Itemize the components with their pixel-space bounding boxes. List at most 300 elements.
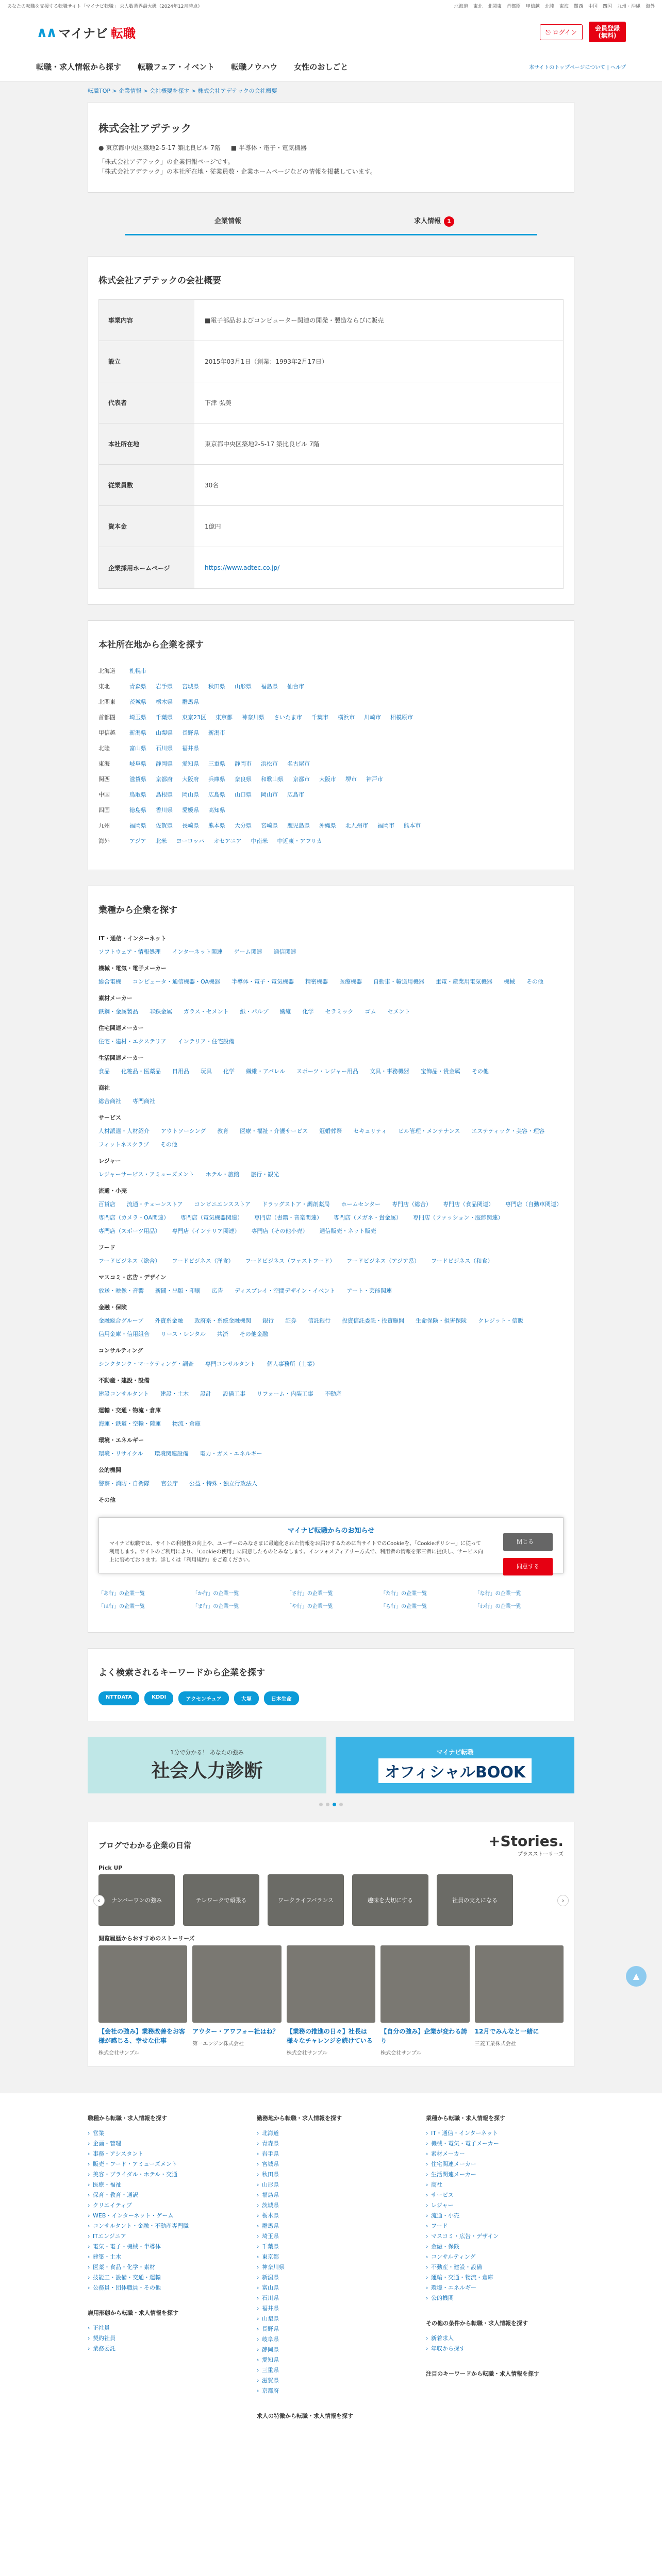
footer-link[interactable]: › 石川県 bbox=[257, 2293, 405, 2303]
industry-sub-link[interactable]: フードビジネス（ファストフード） bbox=[245, 1258, 336, 1265]
prefecture-link[interactable]: 宮城県 bbox=[182, 683, 199, 690]
industry-sub-link[interactable]: リフォーム・内装工事 bbox=[257, 1391, 313, 1398]
kana-link[interactable]: 「わ行」の企業一覧 bbox=[474, 1604, 521, 1610]
footer-link[interactable]: › WEB・インターネット・ゲーム bbox=[88, 2211, 236, 2221]
industry-sub-link[interactable]: その他金融 bbox=[239, 1331, 268, 1338]
keyword-chip[interactable]: 日本生命 bbox=[264, 1691, 299, 1705]
industry-sub-link[interactable]: 重電・産業用電気機器 bbox=[436, 978, 492, 986]
prefecture-link[interactable]: 高知県 bbox=[208, 807, 225, 814]
prefecture-link[interactable]: 奈良県 bbox=[235, 776, 252, 783]
footer-link[interactable]: › 岐阜県 bbox=[257, 2334, 405, 2345]
industry-sub-link[interactable]: アウトソーシング bbox=[161, 1128, 206, 1135]
industry-category[interactable]: 運輸・交通・物流・倉庫 bbox=[98, 1407, 161, 1414]
prefecture-link[interactable]: 岐阜県 bbox=[129, 760, 146, 768]
industry-sub-link[interactable]: 繊維 bbox=[279, 1008, 291, 1015]
prefecture-link[interactable]: 東京都 bbox=[216, 714, 233, 721]
industry-sub-link[interactable]: 化学 bbox=[302, 1008, 314, 1015]
kana-link[interactable]: 「あ行」の企業一覧 bbox=[98, 1591, 145, 1597]
industry-sub-link[interactable]: 通信販売・ネット販売 bbox=[319, 1228, 376, 1235]
industry-category[interactable]: 流通・小売 bbox=[98, 1188, 127, 1195]
prefecture-link[interactable]: 静岡県 bbox=[156, 760, 173, 768]
footer-link[interactable]: › 千葉県 bbox=[257, 2242, 405, 2252]
industry-category[interactable]: その他 bbox=[98, 1497, 115, 1504]
industry-sub-link[interactable]: 食品 bbox=[98, 1068, 110, 1075]
footer-link[interactable]: › 福井県 bbox=[257, 2303, 405, 2314]
footer-link[interactable]: › 岩手県 bbox=[257, 2149, 405, 2159]
footer-link[interactable]: › 新着求人 bbox=[426, 2333, 574, 2344]
prefecture-link[interactable]: 中南米 bbox=[251, 838, 268, 845]
site-logo[interactable] bbox=[36, 23, 136, 41]
industry-sub-link[interactable]: コンピュータ・通信機器・OA機器 bbox=[133, 978, 220, 986]
tab-jobs[interactable]: 求人情報 1 bbox=[331, 208, 537, 234]
industry-sub-link[interactable]: ホームセンター bbox=[341, 1201, 381, 1208]
footer-link[interactable]: › 年収から探す bbox=[426, 2344, 574, 2354]
footer-link[interactable]: › 医療・福祉 bbox=[88, 2180, 236, 2190]
prefecture-link[interactable]: 岡山県 bbox=[182, 791, 199, 799]
industry-category[interactable]: 住宅関連メーカー bbox=[98, 1025, 144, 1032]
industry-category[interactable]: 環境・エネルギー bbox=[98, 1437, 144, 1444]
industry-sub-link[interactable]: 宝飾品・貴金属 bbox=[420, 1068, 460, 1075]
prefecture-link[interactable]: 川崎市 bbox=[364, 714, 381, 721]
footer-link[interactable]: › コンサルティング bbox=[426, 2252, 574, 2262]
banner-diagnosis[interactable]: 1分で分かる！ あなたの強み 社会人力診断 bbox=[88, 1737, 326, 1793]
industry-sub-link[interactable]: 紙・パルプ bbox=[240, 1008, 269, 1015]
industry-sub-link[interactable]: その他 bbox=[471, 1068, 489, 1075]
industry-sub-link[interactable]: 海運・鉄道・空輸・陸運 bbox=[98, 1420, 161, 1428]
industry-category[interactable]: レジャー bbox=[98, 1158, 121, 1165]
industry-sub-link[interactable]: ゲーム関連 bbox=[234, 948, 262, 956]
footer-link[interactable]: › 事務・アシスタント bbox=[88, 2149, 236, 2159]
prefecture-link[interactable]: 青森県 bbox=[129, 683, 146, 690]
industry-sub-link[interactable]: リース・レンタル bbox=[161, 1331, 206, 1338]
footer-link[interactable]: › 滋賀県 bbox=[257, 2376, 405, 2386]
prefecture-link[interactable]: 岡山市 bbox=[261, 791, 278, 799]
prefecture-link[interactable]: 広島市 bbox=[287, 791, 304, 799]
industry-sub-link[interactable]: 教育 bbox=[217, 1128, 229, 1135]
prefecture-link[interactable]: 福島県 bbox=[261, 683, 278, 690]
prefecture-link[interactable]: 仙台市 bbox=[287, 683, 304, 690]
industry-sub-link[interactable]: インテリア・住宅設備 bbox=[177, 1038, 235, 1045]
industry-sub-link[interactable]: フードビジネス（洋食） bbox=[172, 1258, 234, 1265]
footer-link[interactable]: › 企画・管理 bbox=[88, 2139, 236, 2149]
industry-sub-link[interactable]: 専門商社 bbox=[133, 1098, 155, 1105]
story-card[interactable] bbox=[287, 1945, 375, 2056]
industry-sub-link[interactable]: セラミック bbox=[325, 1008, 354, 1015]
footer-link[interactable]: › 電気・電子・機械・半導体 bbox=[88, 2242, 236, 2252]
nav-fair[interactable]: 転職フェア・イベント bbox=[138, 62, 215, 72]
industry-sub-link[interactable]: 電力・ガス・エネルギー bbox=[200, 1450, 262, 1458]
industry-sub-link[interactable]: 専門コンサルタント bbox=[205, 1361, 256, 1368]
footer-link[interactable]: › 不動産・建設・設備 bbox=[426, 2262, 574, 2273]
prefecture-link[interactable]: 北九州市 bbox=[345, 822, 368, 829]
footer-link[interactable]: › 機械・電気・電子メーカー bbox=[426, 2139, 574, 2149]
footer-link[interactable]: › 業務委託 bbox=[88, 2344, 236, 2354]
prefecture-link[interactable]: 新潟市 bbox=[208, 730, 225, 737]
prefecture-link[interactable]: 石川県 bbox=[156, 745, 173, 752]
region-link[interactable]: 九州・沖縄 bbox=[617, 4, 640, 9]
industry-sub-link[interactable]: 設備工事 bbox=[223, 1391, 246, 1398]
industry-sub-link[interactable]: コンビニエンスストア bbox=[194, 1201, 251, 1208]
industry-category[interactable]: IT・通信・インターネット bbox=[98, 935, 167, 942]
industry-sub-link[interactable]: スポーツ・レジャー用品 bbox=[296, 1068, 358, 1075]
industry-sub-link[interactable]: 物流・倉庫 bbox=[172, 1420, 201, 1428]
industry-sub-link[interactable]: 専門店（スポーツ用品） bbox=[98, 1228, 161, 1235]
industry-sub-link[interactable]: 専門店（インテリア関連） bbox=[172, 1228, 240, 1235]
industry-category[interactable]: 商社 bbox=[98, 1084, 110, 1092]
industry-sub-link[interactable]: 専門店（自動車関連） bbox=[505, 1201, 562, 1208]
industry-sub-link[interactable]: 政府系・系統金融機関 bbox=[194, 1317, 252, 1325]
industry-category[interactable]: サービス bbox=[98, 1114, 121, 1122]
industry-sub-link[interactable]: 生命保険・損害保険 bbox=[416, 1317, 467, 1325]
industry-sub-link[interactable]: 共済 bbox=[217, 1331, 228, 1338]
pickup-card[interactable]: 社員の支えになる bbox=[437, 1874, 513, 1926]
footer-link[interactable]: › 公務員・団体職員・その他 bbox=[88, 2283, 236, 2293]
footer-link[interactable]: › 運輸・交通・物流・倉庫 bbox=[426, 2273, 574, 2283]
prefecture-link[interactable]: 静岡市 bbox=[235, 760, 252, 768]
prefecture-link[interactable]: 京都府 bbox=[156, 776, 173, 783]
industry-sub-link[interactable]: 人材派遣・人材紹介 bbox=[98, 1128, 150, 1135]
industry-sub-link[interactable]: その他 bbox=[160, 1141, 178, 1148]
story-card[interactable] bbox=[475, 1945, 564, 2056]
footer-link[interactable]: › フード bbox=[426, 2221, 574, 2231]
industry-category[interactable]: 機械・電気・電子メーカー bbox=[98, 965, 167, 972]
industry-sub-link[interactable]: 百貨店 bbox=[98, 1201, 115, 1208]
industry-sub-link[interactable]: エステティック・美容・理容 bbox=[471, 1128, 545, 1135]
region-link[interactable]: 関西 bbox=[573, 4, 583, 9]
industry-sub-link[interactable]: フードビジネス（総合） bbox=[98, 1258, 161, 1265]
region-link[interactable]: 北陸 bbox=[544, 4, 554, 9]
industry-sub-link[interactable]: 玩具 bbox=[201, 1068, 212, 1075]
carousel-dot[interactable] bbox=[339, 1803, 343, 1806]
prefecture-link[interactable]: 三重県 bbox=[208, 760, 225, 768]
industry-sub-link[interactable]: 半導体・電子・電気機器 bbox=[231, 978, 294, 986]
prefecture-link[interactable]: 広島県 bbox=[208, 791, 225, 799]
prefecture-link[interactable]: 佐賀県 bbox=[156, 822, 173, 829]
footer-link[interactable]: › 山梨県 bbox=[257, 2314, 405, 2324]
industry-sub-link[interactable]: ガラス・セメント bbox=[184, 1008, 229, 1015]
footer-link[interactable]: › 販売・フード・アミューズメント bbox=[88, 2159, 236, 2170]
footer-link[interactable]: › 愛知県 bbox=[257, 2355, 405, 2365]
story-title[interactable]: 【会社の強み】業務改善をお客様が感じる、幸せな仕事 bbox=[98, 2028, 186, 2045]
prefecture-link[interactable]: 香川県 bbox=[156, 807, 173, 814]
footer-link[interactable]: › IT・通信・インターネット bbox=[426, 2128, 574, 2139]
kana-link[interactable]: 「さ行」の企業一覧 bbox=[286, 1591, 333, 1597]
breadcrumb[interactable]: 転職TOP > 企業情報 > 会社概要を探す > 株式会社アデテックの会社概要 bbox=[88, 88, 277, 94]
keyword-chip[interactable]: 大塚 bbox=[234, 1691, 259, 1705]
login-button[interactable]: ⎋ ログイン bbox=[540, 24, 583, 40]
industry-sub-link[interactable]: 外資系金融 bbox=[155, 1317, 184, 1325]
prefecture-link[interactable]: 徳島県 bbox=[129, 807, 146, 814]
footer-link[interactable]: › 流通・小売 bbox=[426, 2211, 574, 2221]
footer-link[interactable]: › 営業 bbox=[88, 2128, 236, 2139]
prefecture-link[interactable]: 滋賀県 bbox=[129, 776, 146, 783]
kana-link[interactable]: 「た行」の企業一覧 bbox=[380, 1591, 427, 1597]
footer-link[interactable]: › 埼玉県 bbox=[257, 2231, 405, 2242]
industry-sub-link[interactable]: レジャーサービス・アミューズメント bbox=[98, 1171, 194, 1178]
prefecture-link[interactable]: さいたま市 bbox=[274, 714, 302, 721]
industry-sub-link[interactable]: 住宅・建材・エクステリア bbox=[98, 1038, 167, 1045]
footer-link[interactable]: › 保育・教育・通訳 bbox=[88, 2190, 236, 2200]
industry-sub-link[interactable]: ホテル・旅館 bbox=[205, 1171, 240, 1178]
region-link[interactable]: 海外 bbox=[645, 4, 655, 9]
industry-sub-link[interactable]: 投資信託委託・投資顧問 bbox=[342, 1317, 405, 1325]
industry-category[interactable]: コンサルティング bbox=[98, 1347, 143, 1354]
prefecture-link[interactable]: 堺市 bbox=[345, 776, 357, 783]
industry-sub-link[interactable]: 専門店（書籍・音楽関連） bbox=[254, 1214, 322, 1222]
homepage-link[interactable]: https://www.adtec.co.jp/ bbox=[205, 564, 280, 572]
footer-link[interactable]: › 正社員 bbox=[88, 2323, 236, 2333]
industry-sub-link[interactable]: 日用品 bbox=[172, 1068, 189, 1075]
industry-sub-link[interactable]: 新聞・出版・印刷 bbox=[155, 1287, 201, 1295]
kana-link[interactable]: 「ら行」の企業一覧 bbox=[380, 1604, 427, 1610]
prefecture-link[interactable]: 長崎県 bbox=[182, 822, 199, 829]
prefecture-link[interactable]: 大阪市 bbox=[319, 776, 336, 783]
industry-category[interactable]: フード bbox=[98, 1244, 115, 1251]
pickup-card[interactable]: テレワークで頑張る bbox=[183, 1874, 259, 1926]
footer-link[interactable]: › 富山県 bbox=[257, 2283, 405, 2293]
footer-link[interactable]: › 金融・保険 bbox=[426, 2242, 574, 2252]
prefecture-link[interactable]: 新潟県 bbox=[129, 730, 146, 737]
kana-link[interactable]: 「な行」の企業一覧 bbox=[474, 1591, 521, 1597]
industry-sub-link[interactable]: 金融総合グループ bbox=[98, 1317, 144, 1325]
prev-arrow-icon[interactable]: ‹ bbox=[93, 1895, 105, 1906]
next-arrow-icon[interactable]: › bbox=[557, 1895, 569, 1906]
carousel-dot[interactable] bbox=[319, 1803, 323, 1806]
footer-link[interactable]: › レジャー bbox=[426, 2200, 574, 2211]
footer-link[interactable]: › 商社 bbox=[426, 2180, 574, 2190]
industry-sub-link[interactable]: 自動車・輸送用機器 bbox=[373, 978, 424, 986]
industry-category[interactable]: 金融・保険 bbox=[98, 1304, 127, 1311]
footer-link[interactable]: › 生活関連メーカー bbox=[426, 2170, 574, 2180]
footer-link[interactable]: › サービス bbox=[426, 2190, 574, 2200]
industry-sub-link[interactable]: フードビジネス（アジア系） bbox=[346, 1258, 420, 1265]
prefecture-link[interactable]: 沖縄県 bbox=[319, 822, 336, 829]
industry-sub-link[interactable]: 専門店（カメラ・OA関連） bbox=[98, 1214, 169, 1222]
nav-jobs[interactable]: 転職・求人情報から探す bbox=[36, 62, 122, 72]
industry-sub-link[interactable]: 旅行・観光 bbox=[251, 1171, 279, 1178]
footer-link[interactable]: › 公的機関 bbox=[426, 2293, 574, 2303]
pickup-card[interactable]: 趣味を大切にする bbox=[352, 1874, 428, 1926]
industry-sub-link[interactable]: 鉄鋼・金属製品 bbox=[98, 1008, 138, 1015]
prefecture-link[interactable]: 福井県 bbox=[182, 745, 199, 752]
prefecture-link[interactable]: 和歌山県 bbox=[261, 776, 284, 783]
industry-sub-link[interactable]: 建設コンサルタント bbox=[98, 1391, 150, 1398]
footer-link[interactable]: › 神奈川県 bbox=[257, 2262, 405, 2273]
kana-link[interactable]: 「か行」の企業一覧 bbox=[192, 1591, 239, 1597]
prefecture-link[interactable]: 熊本県 bbox=[208, 822, 225, 829]
nav-knowhow[interactable]: 転職ノウハウ bbox=[231, 62, 278, 72]
industry-sub-link[interactable]: 官公庁 bbox=[161, 1480, 178, 1487]
prefecture-link[interactable]: 京都市 bbox=[293, 776, 310, 783]
prefecture-link[interactable]: 神戸市 bbox=[366, 776, 383, 783]
footer-link[interactable]: › 環境・エネルギー bbox=[426, 2283, 574, 2293]
industry-sub-link[interactable]: 繊維・アパレル bbox=[246, 1068, 285, 1075]
footer-link[interactable]: › 建築・土木 bbox=[88, 2252, 236, 2262]
prefecture-link[interactable]: 秋田県 bbox=[208, 683, 225, 690]
industry-sub-link[interactable]: 総合電機 bbox=[98, 978, 121, 986]
kana-link[interactable]: 「ま行」の企業一覧 bbox=[192, 1604, 239, 1610]
footer-link[interactable]: › 秋田県 bbox=[257, 2170, 405, 2180]
industry-sub-link[interactable]: 建設・土木 bbox=[160, 1391, 189, 1398]
industry-sub-link[interactable]: 設計 bbox=[200, 1391, 212, 1398]
keyword-chip[interactable]: NTTDATA bbox=[98, 1691, 139, 1705]
industry-sub-link[interactable]: 総合商社 bbox=[98, 1098, 121, 1105]
industry-category[interactable]: マスコミ・広告・デザイン bbox=[98, 1274, 167, 1281]
story-card[interactable] bbox=[380, 1945, 469, 2056]
industry-sub-link[interactable]: ドラッグストア・調剤薬局 bbox=[262, 1201, 330, 1208]
footer-link[interactable]: › 契約社員 bbox=[88, 2333, 236, 2344]
industry-sub-link[interactable]: 医療・福祉・介護サービス bbox=[240, 1128, 308, 1135]
industry-sub-link[interactable]: クレジット・信販 bbox=[478, 1317, 523, 1325]
industry-sub-link[interactable]: 信用金庫・信用組合 bbox=[98, 1331, 150, 1338]
industry-sub-link[interactable]: 専門店（電気機器関連） bbox=[180, 1214, 243, 1222]
industry-sub-link[interactable]: 専門店（その他小売） bbox=[251, 1228, 308, 1235]
profile-value[interactable] bbox=[194, 547, 563, 588]
stories-logo[interactable]: +Stories. プラスストーリーズ bbox=[488, 1833, 564, 1858]
industry-sub-link[interactable]: ゴム bbox=[365, 1008, 376, 1015]
region-link[interactable]: 中国 bbox=[588, 4, 598, 9]
prefecture-link[interactable]: 長野県 bbox=[182, 730, 199, 737]
industry-sub-link[interactable]: 精密機器 bbox=[305, 978, 328, 986]
prefecture-link[interactable]: 名古屋市 bbox=[287, 760, 310, 768]
industry-sub-link[interactable]: 専門店（総合） bbox=[392, 1201, 432, 1208]
industry-sub-link[interactable]: ソフトウェア・情報処理 bbox=[98, 948, 161, 956]
industry-sub-link[interactable]: 非鉄金属 bbox=[150, 1008, 172, 1015]
cookie-agree-button[interactable]: 同意する bbox=[503, 1558, 553, 1575]
prefecture-link[interactable]: 千葉県 bbox=[156, 714, 173, 721]
prefecture-link[interactable]: 神奈川県 bbox=[242, 714, 264, 721]
footer-link[interactable]: › 栃木県 bbox=[257, 2211, 405, 2221]
prefecture-link[interactable]: 中近東・アフリカ bbox=[277, 838, 322, 845]
footer-link[interactable]: › ITエンジニア bbox=[88, 2231, 236, 2242]
footer-link[interactable]: › マスコミ・広告・デザイン bbox=[426, 2231, 574, 2242]
prefecture-link[interactable]: 岩手県 bbox=[156, 683, 173, 690]
prefecture-link[interactable]: 群馬県 bbox=[182, 699, 199, 706]
prefecture-link[interactable]: 埼玉県 bbox=[129, 714, 146, 721]
region-link[interactable]: 北海道 bbox=[454, 4, 468, 9]
footer-link[interactable]: › 東京都 bbox=[257, 2252, 405, 2262]
industry-sub-link[interactable]: フードビジネス（和食） bbox=[431, 1258, 493, 1265]
industry-sub-link[interactable]: 環境・リサイクル bbox=[98, 1450, 143, 1458]
industry-sub-link[interactable]: 流通・チェーンストア bbox=[127, 1201, 183, 1208]
industry-sub-link[interactable]: 警察・消防・自衛隊 bbox=[98, 1480, 150, 1487]
prefecture-link[interactable]: 北米 bbox=[155, 838, 167, 845]
industry-sub-link[interactable]: 専門店（食品関連） bbox=[443, 1201, 494, 1208]
banner-official-book[interactable]: マイナビ転職 オフィシャルBOOK bbox=[336, 1737, 574, 1793]
prefecture-link[interactable]: 山梨県 bbox=[156, 730, 173, 737]
industry-sub-link[interactable]: 通信関連 bbox=[273, 948, 296, 956]
industry-category[interactable]: 不動産・建設・設備 bbox=[98, 1377, 150, 1384]
footer-link[interactable]: › 素材メーカー bbox=[426, 2149, 574, 2159]
footer-link[interactable]: › 技能工・設備・交通・運輸 bbox=[88, 2273, 236, 2283]
pickup-card[interactable]: ナンバーワンの強み bbox=[98, 1874, 175, 1926]
nav-women[interactable]: 女性のおしごと bbox=[294, 62, 349, 72]
prefecture-link[interactable]: 大分県 bbox=[235, 822, 252, 829]
prefecture-link[interactable]: 島根県 bbox=[156, 791, 173, 799]
footer-link[interactable]: › 群馬県 bbox=[257, 2221, 405, 2231]
industry-sub-link[interactable]: 不動産 bbox=[324, 1391, 342, 1398]
prefecture-link[interactable]: 福岡県 bbox=[129, 822, 146, 829]
industry-sub-link[interactable]: 化学 bbox=[223, 1068, 235, 1075]
prefecture-link[interactable]: 山口県 bbox=[235, 791, 252, 799]
industry-sub-link[interactable]: 専門店（ファッション・服飾関連） bbox=[413, 1214, 504, 1222]
prefecture-link[interactable]: 富山県 bbox=[129, 745, 146, 752]
prefecture-link[interactable]: 熊本市 bbox=[404, 822, 421, 829]
story-card[interactable] bbox=[192, 1945, 281, 2056]
industry-sub-link[interactable]: 銀行 bbox=[262, 1317, 274, 1325]
region-link[interactable]: 甲信越 bbox=[525, 4, 540, 9]
industry-sub-link[interactable]: セメント bbox=[387, 1008, 410, 1015]
footer-link[interactable]: › 住宅関連メーカー bbox=[426, 2159, 574, 2170]
cookie-close-button[interactable]: 閉じる bbox=[503, 1533, 553, 1551]
industry-sub-link[interactable]: ビル管理・メンテナンス bbox=[398, 1128, 460, 1135]
industry-sub-link[interactable]: 放送・映像・音響 bbox=[98, 1287, 144, 1295]
industry-sub-link[interactable]: 機械 bbox=[504, 978, 515, 986]
industry-sub-link[interactable]: 個人事務所（士業） bbox=[267, 1361, 318, 1368]
industry-category[interactable]: 素材メーカー bbox=[98, 995, 133, 1002]
carousel-dot[interactable] bbox=[333, 1803, 336, 1806]
keyword-chip[interactable]: アクセンチュア bbox=[178, 1691, 228, 1705]
prefecture-link[interactable]: 愛知県 bbox=[182, 760, 199, 768]
scroll-top-button[interactable] bbox=[626, 1966, 647, 1987]
industry-sub-link[interactable]: その他 bbox=[526, 978, 543, 986]
story-title[interactable]: 【自分の強み】企業が変わる誇り bbox=[380, 2028, 468, 2045]
footer-link[interactable]: › 京都府 bbox=[257, 2386, 405, 2396]
footer-link[interactable]: › 静岡県 bbox=[257, 2345, 405, 2355]
prefecture-link[interactable]: ヨーロッパ bbox=[176, 838, 205, 845]
prefecture-link[interactable]: アジア bbox=[129, 838, 146, 845]
industry-sub-link[interactable]: 冠婚葬祭 bbox=[319, 1128, 342, 1135]
carousel-dot[interactable] bbox=[326, 1803, 329, 1806]
region-link[interactable]: 東北 bbox=[473, 4, 483, 9]
industry-sub-link[interactable]: 証券 bbox=[285, 1317, 297, 1325]
footer-link[interactable]: › 北海道 bbox=[257, 2128, 405, 2139]
prefecture-link[interactable]: 宮崎県 bbox=[261, 822, 278, 829]
prefecture-link[interactable]: 千葉市 bbox=[311, 714, 328, 721]
region-link[interactable]: 北関東 bbox=[487, 4, 502, 9]
pickup-card[interactable]: ワークライフバランス bbox=[268, 1874, 344, 1926]
industry-sub-link[interactable]: フィットネスクラブ bbox=[98, 1141, 150, 1148]
story-title[interactable]: 12月でみんなと一緒に bbox=[474, 2028, 539, 2036]
footer-link[interactable]: › クリエイティブ bbox=[88, 2200, 236, 2211]
prefecture-link[interactable]: 栃木県 bbox=[156, 699, 173, 706]
prefecture-link[interactable]: オセアニア bbox=[213, 838, 242, 845]
industry-sub-link[interactable]: 広告 bbox=[212, 1287, 223, 1295]
industry-sub-link[interactable]: インターネット関連 bbox=[172, 948, 223, 956]
prefecture-link[interactable]: 茨城県 bbox=[129, 699, 146, 706]
footer-link[interactable]: › 新潟県 bbox=[257, 2273, 405, 2283]
region-link[interactable]: 首都圏 bbox=[506, 4, 521, 9]
industry-sub-link[interactable]: 環境関連設備 bbox=[154, 1450, 189, 1458]
footer-link[interactable]: › 三重県 bbox=[257, 2365, 405, 2376]
footer-link[interactable]: › 青森県 bbox=[257, 2139, 405, 2149]
story-card[interactable] bbox=[98, 1945, 187, 2056]
footer-link[interactable]: › 宮城県 bbox=[257, 2159, 405, 2170]
industry-sub-link[interactable]: 信託銀行 bbox=[308, 1317, 331, 1325]
prefecture-link[interactable]: 相模原市 bbox=[390, 714, 413, 721]
industry-sub-link[interactable]: 医療機器 bbox=[339, 978, 362, 986]
region-link[interactable]: 四国 bbox=[602, 4, 612, 9]
industry-sub-link[interactable]: 公益・特殊・独立行政法人 bbox=[189, 1480, 257, 1487]
industry-category[interactable]: 生活関連メーカー bbox=[98, 1055, 144, 1062]
footer-link[interactable]: › コンサルタント・金融・不動産専門職 bbox=[88, 2221, 236, 2231]
prefecture-link[interactable]: 兵庫県 bbox=[208, 776, 225, 783]
footer-link[interactable]: › 美容・ブライダル・ホテル・交通 bbox=[88, 2170, 236, 2180]
tab-company-info[interactable]: 企業情報 bbox=[125, 208, 331, 235]
help-link[interactable]: 本サイトのトップページについて | ヘルプ bbox=[529, 65, 626, 71]
story-title[interactable]: アウター・アワフォー社はね？ bbox=[192, 2028, 279, 2036]
footer-link[interactable]: › 山形県 bbox=[257, 2180, 405, 2190]
